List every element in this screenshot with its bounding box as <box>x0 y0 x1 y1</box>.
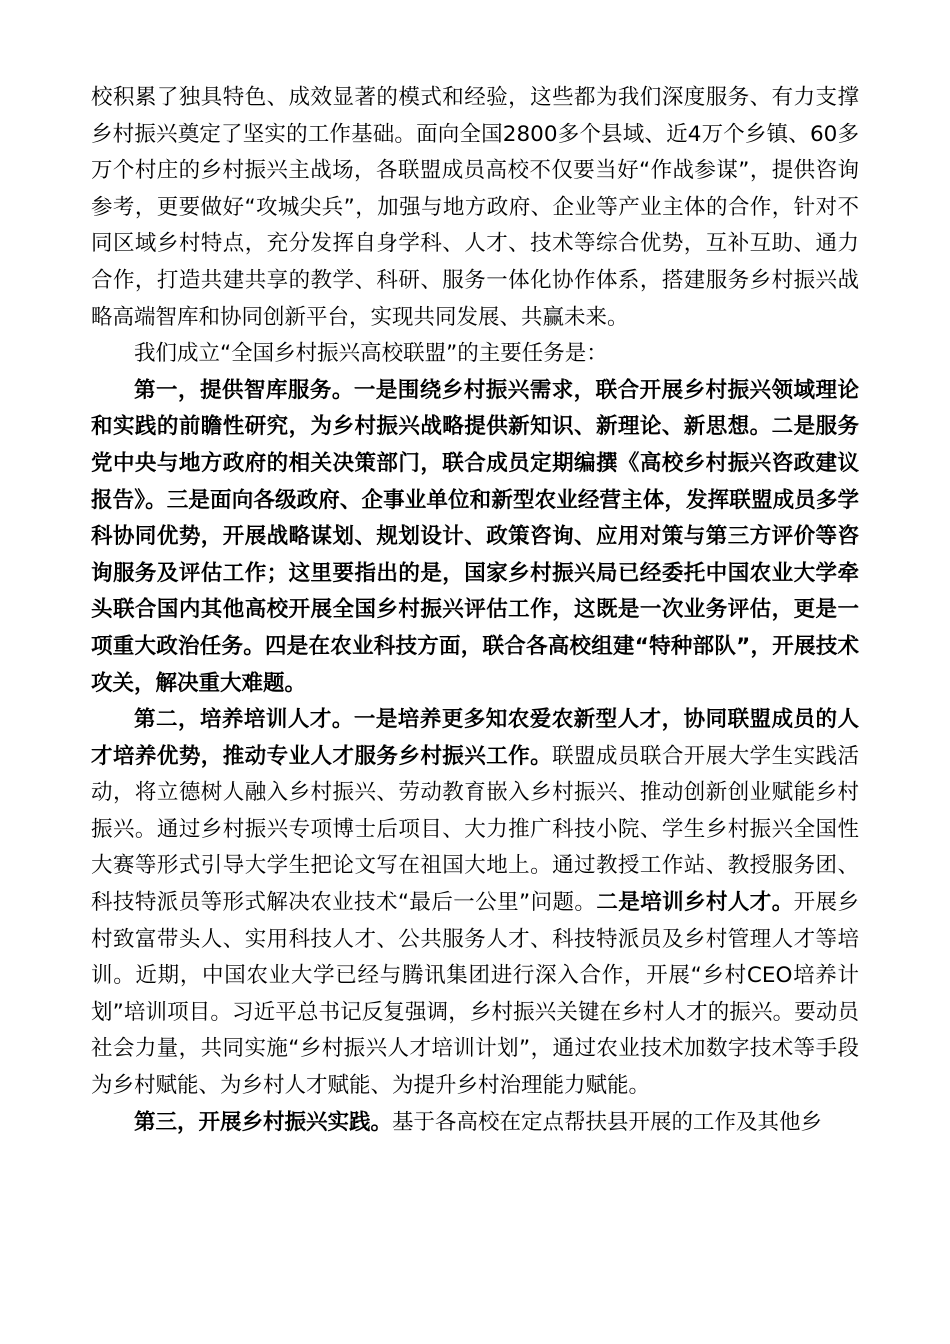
second-task-body: 联盟成员联合开展大学生实践活动，将立德树人融入乡村振兴、劳动教育嵌入乡村振兴、推动创新创业赋能乡村振兴。通过乡村振兴专项博士后项目、大力推广科技小院、学生乡村振兴全国性大赛等形式引导大学生把论文写在祖国大地上。通过教授工作站、教授服务团、科技特派员等形式解决农业技术“最后一公里”问题。 <box>91 743 859 916</box>
third-task-heading: 第三，开展乡村振兴实践。 <box>134 1109 393 1135</box>
paragraph-third-task <box>91 1105 859 1142</box>
paragraph-intro-text: 校积累了独具特色、成效显著的模式和经验，这些都为我们深度服务、有力支撑乡村振兴奠定了坚实的工作基础。面向全国2800多个县域、近4万个乡镇、60多万个村庄的乡村振兴主战场，各联盟成员高校不仅要当好“作战参谋”，提供咨询参考，更要做好“攻城尖兵”，加强与地方政府、企业等产业主体的合作，针对不同区域乡村特点，充分发挥自身学科、人才、技术等综合优势，互补互助、通力合作，打造共建共享的教学、科研、服务一体化协作体系，搭建服务乡村振兴战略高端智库和协同创新平台，实现共同发展、共赢未来。 <box>91 85 859 330</box>
paragraph-first-task-text: 第一，提供智库服务。一是围绕乡村振兴需求，联合开展乡村振兴领域理论和实践的前瞻性研究，为乡村振兴战略提供新知识、新理论、新思想。二是服务党中央与地方政府的相关决策部门，联合成员定期编撰《高校乡村振兴咨政建议报告》。三是面向各级政府、企事业单位和新型农业经营主体，发挥联盟成员多学科协同优势，开展战略谋划、规划设计、政策咨询、应用对策与第三方评价等咨询服务及评估工作；这里要指出的是，国家乡村振兴局已经委托中国农业大学牵头联合国内其他高校开展全国乡村振兴评估工作，这既是一次业务评估，更是一项重大政治任务。四是在农业科技方面，联合各高校组建“特种部队”，开展技术攻关，解决重大难题。 <box>91 377 859 696</box>
paragraph-main-tasks <box>91 336 859 373</box>
document-page <box>91 80 859 1320</box>
second-task-body-2: 开展乡村致富带头人、实用科技人才、公共服务人才、科技特派员及乡村管理人才等培训。近期，中国农业大学已经与腾讯集团进行深入合作，开展“乡村CEO培养计划”培训项目。习近平总书记反复强调，乡村振兴关键在乡村人才的振兴。要动员社会力量，共同实施“乡村振兴人才培训计划”，通过农业技术加数字技术等手段为乡村赋能、为乡村人才赋能、为提升乡村治理能力赋能。 <box>91 890 859 1099</box>
third-task-body: 基于各高校在定点帮扶县开展的工作及其他乡 <box>392 1109 823 1135</box>
paragraph-main-tasks-text: 我们成立“全国乡村振兴高校联盟”的主要任务是： <box>134 341 608 367</box>
paragraph-first-task <box>91 373 859 702</box>
paragraph-intro <box>91 80 859 336</box>
second-task-subheading: 二是培训乡村人才。 <box>596 890 794 916</box>
second-task-heading: 第二，培养培训人才。一是培养更多知农爱农新型人才，协同联盟成员的人才培养优势，推动专业人才服务乡村振兴工作。 <box>91 707 859 769</box>
paragraph-second-task <box>91 702 859 1105</box>
